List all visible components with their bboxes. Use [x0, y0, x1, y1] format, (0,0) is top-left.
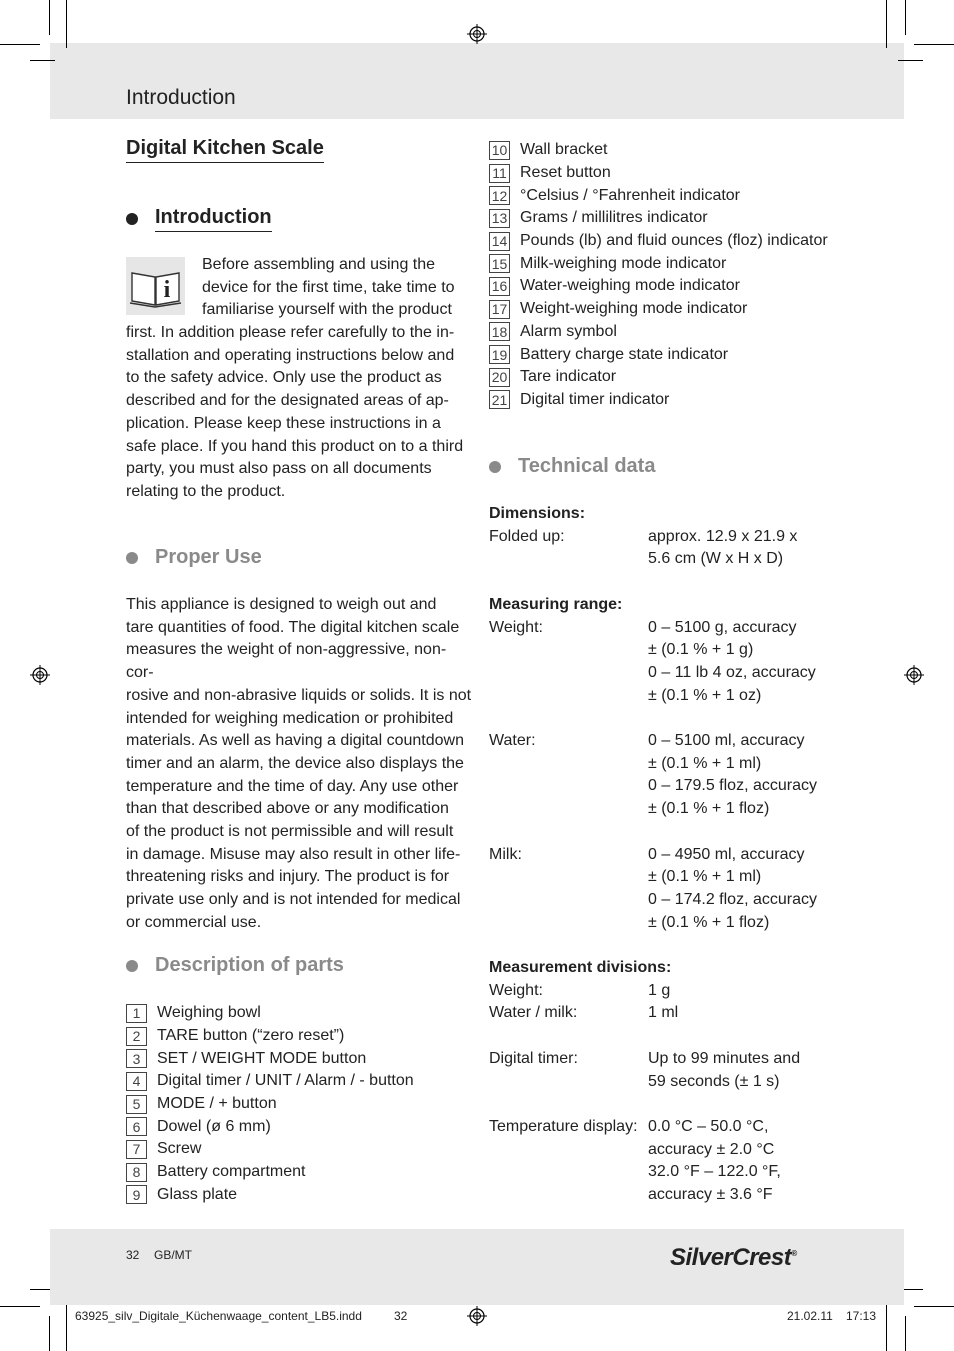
crop-mark: [0, 1306, 40, 1307]
crop-mark: [0, 44, 40, 45]
text-line: ± (0.1 % + 1 floz): [648, 800, 770, 818]
section-heading-description-of-parts: [126, 954, 344, 977]
crop-mark: [66, 1303, 67, 1351]
crop-mark: [914, 1306, 954, 1307]
part-number: 21: [489, 390, 510, 409]
registration-mark-icon: [904, 665, 924, 685]
part-label: Wall bracket: [520, 141, 608, 159]
text-line: 5.6 cm (W x H x D): [648, 550, 784, 568]
section-heading-technical-data: [489, 455, 655, 478]
print-date: 21.02.11: [787, 1309, 833, 1323]
list-item: [489, 389, 889, 412]
locale-code: GB/MT: [154, 1248, 192, 1262]
part-number: 8: [126, 1163, 147, 1182]
crop-mark: [898, 60, 923, 61]
text-line: intended for weighing medication or prohibited: [126, 709, 454, 727]
part-number: 15: [489, 254, 510, 273]
list-item: [489, 366, 889, 389]
text-line: measures the weight of non-aggressive, non-cor-: [126, 641, 447, 682]
text-line: relating to the product.: [126, 482, 286, 500]
crop-mark: [66, 0, 67, 48]
part-label: Dowel (ø 6 mm): [157, 1117, 271, 1135]
part-label: Reset button: [520, 164, 611, 182]
spec-row: [489, 980, 889, 1003]
text-line: 0 – 5100 ml, accuracy: [648, 732, 805, 749]
part-number: 13: [489, 209, 510, 228]
section-heading-label: Technical data: [518, 455, 656, 477]
spec-value: [648, 730, 889, 821]
list-item: [489, 230, 889, 253]
part-number: 1: [126, 1004, 147, 1023]
section-heading-label: Introduction: [155, 206, 272, 232]
spec-value: 1 g: [648, 981, 671, 999]
text-line: ± (0.1 % + 1 ml): [648, 754, 762, 772]
text-line: stallation and operating instructions below and: [126, 346, 455, 364]
spec-label: Water / milk:: [489, 1004, 578, 1022]
text-line: in damage. Misuse may also result in other life-: [126, 845, 461, 863]
text-line: plication. Please keep these instructions in a: [126, 414, 441, 432]
spec-label: Digital timer:: [489, 1049, 578, 1067]
part-label: Water-weighing mode indicator: [520, 277, 740, 295]
list-item: [126, 1070, 472, 1093]
brand-logo: [670, 1244, 797, 1272]
part-label: Battery compartment: [157, 1163, 306, 1181]
crop-mark: [905, 1316, 906, 1351]
list-item: [489, 162, 889, 185]
measuring-range-title: Measuring range:: [489, 595, 623, 613]
list-item: [126, 1184, 472, 1207]
spec-value: [648, 1048, 889, 1093]
spec-value: [648, 617, 889, 708]
part-number: 18: [489, 322, 510, 341]
part-label: Alarm symbol: [520, 322, 617, 340]
part-label: Pounds (lb) and fluid ounces (floz) indicator: [520, 232, 828, 250]
print-time: 17:13: [846, 1309, 877, 1323]
section-heading-label: Proper Use: [155, 546, 262, 568]
part-number: 12: [489, 186, 510, 205]
text-line: temperature and the time of day. Any use other: [126, 777, 459, 795]
part-number: 3: [126, 1049, 147, 1068]
crop-mark: [905, 0, 906, 35]
text-line: ± (0.1 % + 1 g): [648, 641, 754, 659]
crop-mark: [49, 1316, 50, 1351]
text-line: 0 – 11 lb 4 oz, accuracy: [648, 663, 816, 681]
text-line: accuracy ± 3.6 °F: [648, 1186, 773, 1203]
text-line: 0.0 °C – 50.0 °C,: [648, 1117, 769, 1135]
list-item: [126, 1047, 472, 1070]
part-number: 17: [489, 300, 510, 319]
spec-label: Temperature display:: [489, 1117, 638, 1135]
part-number: 6: [126, 1117, 147, 1136]
crop-mark: [49, 0, 50, 35]
text-line: This appliance is designed to weigh out and: [126, 596, 437, 613]
text-line: safe place. If you hand this product on to a third: [126, 437, 464, 455]
parts-list-left: [126, 1002, 472, 1206]
list-item: [489, 207, 889, 230]
text-line: device for the first time, take time to: [202, 278, 455, 296]
list-item: [126, 1025, 472, 1048]
spec-row: [489, 1048, 889, 1093]
text-line: party, you must also pass on all documents: [126, 460, 432, 478]
spec-label: Folded up:: [489, 527, 565, 545]
text-line: 59 seconds (± 1 s): [648, 1072, 780, 1090]
text-line: of the product is not permissible and will result: [126, 823, 454, 841]
spec-value: 1 ml: [648, 1004, 679, 1022]
spec-label: Water:: [489, 732, 536, 749]
text-line: ± (0.1 % + 1 ml): [648, 868, 762, 886]
part-label: Screw: [157, 1140, 202, 1158]
list-item: [489, 321, 889, 344]
intro-body-text: [126, 322, 472, 504]
info-book-icon: [126, 257, 185, 315]
text-line: 0 – 174.2 floz, accuracy: [648, 890, 817, 908]
text-line: described and for the designated areas of ap-: [126, 392, 449, 410]
spec-row: [489, 1116, 889, 1207]
spec-row: [489, 526, 889, 571]
text-line: private use only and is not intended for medical: [126, 891, 461, 909]
text-line: ± (0.1 % + 1 oz): [648, 686, 762, 704]
spec-label: Milk:: [489, 845, 522, 863]
part-label: Glass plate: [157, 1185, 238, 1203]
file-name: 63925_silv_Digitale_Küchenwaage_content_LB5.indd: [75, 1309, 362, 1323]
list-item: [126, 1138, 472, 1161]
list-item: [489, 298, 889, 321]
part-label: Tare indicator: [520, 368, 617, 386]
list-item: [126, 1161, 472, 1184]
spec-row: [489, 617, 889, 708]
dimensions-title: Dimensions:: [489, 505, 586, 522]
text-line: rosive and non-abrasive liquids or solids. It is not: [126, 686, 472, 704]
part-number: 2: [126, 1027, 147, 1046]
part-label: SET / WEIGHT MODE button: [157, 1049, 367, 1067]
spec-value: [648, 1116, 889, 1207]
text-line: or commercial use.: [126, 913, 262, 931]
spec-value: [648, 844, 889, 935]
part-number: 19: [489, 345, 510, 364]
part-number: 11: [489, 164, 510, 183]
registration-mark-icon: [30, 665, 50, 685]
text-line: 0 – 179.5 floz, accuracy: [648, 777, 817, 795]
page-header-title: Introduction: [126, 86, 236, 109]
technical-data-block: [489, 503, 889, 1207]
text-line: materials. As well as having a digital countdown: [126, 732, 464, 750]
crop-mark: [914, 44, 954, 45]
spec-row: [489, 730, 889, 821]
brand-name: SilverCrest: [670, 1244, 792, 1271]
text-line: 32.0 °F – 122.0 °F,: [648, 1163, 781, 1181]
text-line: 0 – 5100 g, accuracy: [648, 618, 797, 636]
part-number: 16: [489, 277, 510, 296]
bullet-icon: [489, 461, 501, 473]
part-number: 5: [126, 1095, 147, 1114]
registered-mark: ®: [791, 1249, 797, 1258]
part-label: Grams / millilitres indicator: [520, 209, 708, 227]
parts-list-right: [489, 139, 889, 411]
text-line: 0 – 4950 ml, accuracy: [648, 845, 805, 863]
text-line: accuracy ± 2.0 °C: [648, 1140, 775, 1158]
page-number: 32: [126, 1248, 140, 1262]
text-line: familiarise yourself with the product: [202, 301, 452, 319]
text-line: Up to 99 minutes and: [648, 1049, 801, 1067]
list-item: [489, 184, 889, 207]
part-label: Weight-weighing mode indicator: [520, 300, 748, 318]
spec-label: Weight:: [489, 981, 543, 999]
part-label: Digital timer indicator: [520, 390, 670, 408]
intro-wrap-text: [202, 254, 472, 322]
text-line: timer and an alarm, the device also displays the: [126, 754, 464, 772]
measurement-divisions-title: Measurement divisions:: [489, 959, 672, 976]
list-item: [126, 1093, 472, 1116]
registration-mark-icon: [467, 24, 487, 44]
registration-mark-icon: [467, 1306, 487, 1326]
part-label: MODE / + button: [157, 1095, 277, 1113]
text-line: threatening risks and injury. The product is for: [126, 868, 450, 886]
svg-text:i: i: [163, 277, 171, 303]
list-item: [126, 1115, 472, 1138]
section-heading-label: Description of parts: [155, 954, 344, 976]
spec-value: [648, 526, 889, 571]
part-number: 7: [126, 1140, 147, 1159]
bullet-icon: [126, 552, 138, 564]
part-label: Milk-weighing mode indicator: [520, 254, 727, 272]
proper-use-text: [126, 594, 472, 935]
file-page: 32: [394, 1309, 408, 1323]
part-number: 10: [489, 141, 510, 160]
crop-mark: [30, 60, 55, 61]
part-label: °Celsius / °Fahrenheit indicator: [520, 186, 741, 204]
text-line: tare quantities of food. The digital kitchen scale: [126, 618, 460, 636]
list-item: [489, 252, 889, 275]
list-item: [126, 1002, 472, 1025]
part-number: 4: [126, 1072, 147, 1091]
section-heading-proper-use: [126, 546, 262, 569]
part-number: 14: [489, 232, 510, 251]
document-title: Digital Kitchen Scale: [126, 137, 324, 163]
bullet-icon: [126, 960, 138, 972]
list-item: [489, 139, 889, 162]
list-item: [489, 275, 889, 298]
spec-label: Weight:: [489, 618, 543, 636]
text-line: first. In addition please refer carefully to the in-: [126, 324, 455, 341]
part-label: Weighing bowl: [157, 1004, 261, 1022]
part-number: 9: [126, 1185, 147, 1204]
bullet-icon: [126, 213, 138, 225]
list-item: [489, 343, 889, 366]
text-line: to the safety advice. Only use the product as: [126, 369, 442, 387]
part-label: Battery charge state indicator: [520, 345, 729, 363]
section-heading-introduction: [126, 206, 272, 232]
crop-mark: [886, 1303, 887, 1351]
text-line: Before assembling and using the: [202, 256, 436, 273]
part-label: TARE button (“zero reset”): [157, 1027, 345, 1045]
part-label: Digital timer / UNIT / Alarm / - button: [157, 1072, 414, 1090]
crop-mark: [886, 0, 887, 48]
text-line: ± (0.1 % + 1 floz): [648, 913, 770, 931]
spec-row: [489, 844, 889, 935]
text-line: than that described above or any modification: [126, 800, 449, 818]
spec-row: [489, 1002, 889, 1025]
part-number: 20: [489, 368, 510, 387]
text-line: approx. 12.9 x 21.9 x: [648, 527, 798, 545]
